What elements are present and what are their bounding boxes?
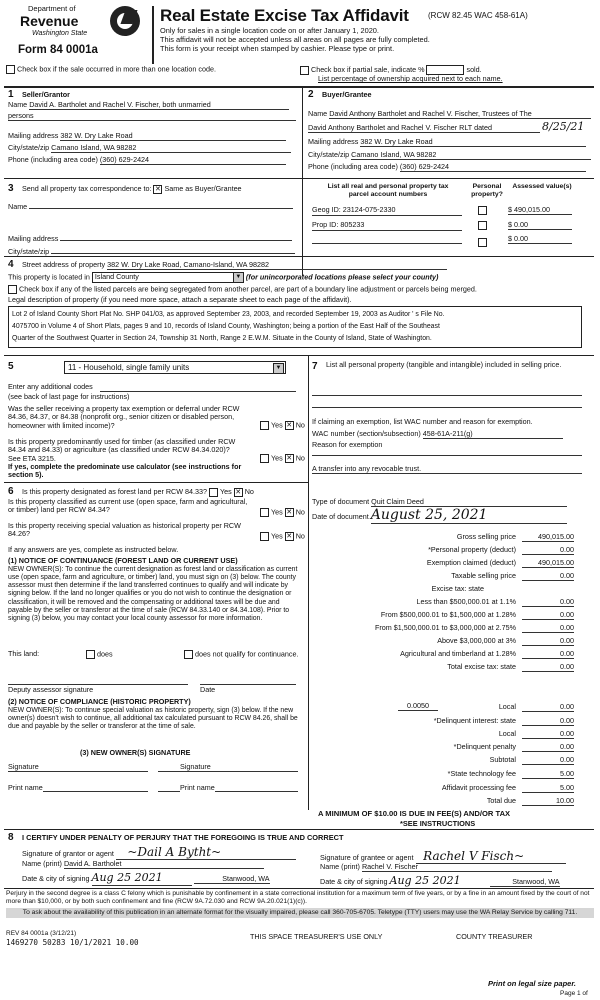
legal-line: Lot 2 of Island County Short Plat No. SHP 041/03, as approved September 23, 2003, and recorded September 19, 2003 as Auditor ' s File No. <box>12 311 445 318</box>
tax-row-label: Agricultural and timberland at 1.28% <box>400 649 516 658</box>
tax-row-value[interactable]: 0.00 <box>522 598 574 607</box>
document-type-row: Type of document Quit Claim Deed <box>312 498 567 507</box>
grantor-city-field[interactable]: Stanwood, WA <box>194 875 270 884</box>
does-not-qualify-checkbox[interactable] <box>184 650 193 659</box>
tax-row <box>312 585 574 597</box>
tax-row-label: *State technology fee <box>447 769 516 778</box>
print-name-label: Print name <box>8 783 43 792</box>
tax-row-value[interactable]: 5.00 <box>522 784 574 793</box>
tax-row-value[interactable]: 0.00 <box>522 743 574 752</box>
additional-codes-field[interactable] <box>100 383 296 392</box>
certify-heading: 8 I CERTIFY UNDER PENALTY OF PERJURY THAT THE FOREGOING IS TRUE AND CORRECT <box>8 832 344 843</box>
tax-row-label: Local <box>498 729 516 738</box>
wac-row: WAC number (section/subsection) 458-61A-211(g) <box>312 430 563 439</box>
form-citation: (RCW 82.45 WAC 458-61A) <box>428 11 528 20</box>
buyer-heading: 2 Buyer/Grantee <box>308 89 372 100</box>
buyer-city-field[interactable]: Camano Island, WA 98282 <box>351 151 591 160</box>
personal-property-checkbox[interactable] <box>478 238 487 247</box>
forest-no-checkbox[interactable] <box>234 488 243 497</box>
seller-heading: 1 Seller/Grantor <box>8 89 70 100</box>
grantor-name-row: Name (print) David A. Bartholet <box>22 860 264 869</box>
availability-notice: To ask about the availability of this publication in an alternate format for the visually impaired, please call 360-705-6705. Teletype (TTY) users may use the WA Relay Service by calling 711. <box>6 908 594 918</box>
washington-state: Washington State <box>32 30 88 37</box>
grantor-signature-row: Signature of grantor or agent ~Dail A Bytht~ <box>22 846 296 860</box>
personal-property-field[interactable] <box>312 394 582 396</box>
use-code-row: 5 11 - Household, single family units ▼ <box>8 361 286 374</box>
list-percentage-note: List percentage of ownership acquired next to each name. <box>318 74 503 83</box>
buyer-phone-field[interactable]: (360) 629-2424 <box>400 163 586 172</box>
chevron-down-icon: ▼ <box>273 363 284 374</box>
legal-line: Quarter of the Southwest Quarter in Section 24, Township 31 North, Range 2 E.W.M. Situate in the County of Island, State of Washington. <box>12 335 432 342</box>
seller-name-field[interactable]: David A. Bartholet and Rachel V. Fischer, both unmarried <box>29 101 289 110</box>
notice-line-3: This form is your receipt when stamped by cashier. Please type or print. <box>160 44 395 53</box>
seller-phone-row: Phone (including area code) (360) 629-2424 <box>8 156 286 165</box>
notice-line-1: Only for sales in a single location code on or after January 1, 2020. <box>160 26 379 35</box>
assessed-value-field[interactable]: $ 0.00 <box>508 221 572 230</box>
parcel-row-2 <box>312 221 592 231</box>
buyer-name-field[interactable]: David Anthony Bartholet and Rachel V. Fischer, Trustees of The <box>329 110 591 119</box>
dept-of: Department of <box>28 4 76 13</box>
personal-header: Personal property? <box>471 183 503 198</box>
tax-row <box>312 546 574 558</box>
tax-row <box>312 797 574 809</box>
seller-mailing-row: Mailing address 382 W. Dry Lake Road <box>8 132 286 141</box>
signature-label: Signature <box>180 762 211 771</box>
personal-property-field[interactable] <box>312 406 582 408</box>
sec3-city-row: City/state/zip <box>8 245 295 256</box>
buyer-name-field-2[interactable]: David Anthony Bartholet and Rachel V. Fischer RLT dated <box>308 124 540 133</box>
does-qualify-checkbox[interactable] <box>86 650 95 659</box>
parcel-id-field[interactable] <box>312 235 462 244</box>
forest-yes-checkbox[interactable] <box>209 488 218 497</box>
personal-property-checkbox[interactable] <box>478 221 487 230</box>
personal-property-heading: 7 List all personal property (tangible and intangible) included in selling price. <box>312 360 562 372</box>
revenue-wordmark: Revenue <box>20 13 79 29</box>
assessed-value-field[interactable]: $ 0.00 <box>508 235 572 244</box>
historic-question: Is this property receiving special valuation as historical property per RCW 84.26? Yes ✕ No <box>8 522 306 539</box>
tax-row-label: Gross selling price <box>456 532 516 541</box>
reason-line-blank[interactable] <box>312 454 582 456</box>
grantor-date-row: Date & city of signing Aug 25 2021 Stanwood, WA <box>22 871 270 884</box>
treasurer-use-label: THIS SPACE TREASURER'S USE ONLY <box>250 932 383 941</box>
tax-row-label: Total due <box>486 796 516 805</box>
tax-row-value[interactable]: 0.00 <box>522 650 574 659</box>
reason-label: Reason for exemption <box>312 440 383 449</box>
dor-logo <box>6 4 150 64</box>
reason-field[interactable]: A transfer into any revocable trust. <box>312 465 582 474</box>
tax-row <box>312 743 574 755</box>
document-date-row: Date of document August 25, 2021 <box>312 507 567 524</box>
tax-row <box>312 756 574 768</box>
use-code-select[interactable] <box>64 361 286 374</box>
legal-description-field[interactable] <box>8 306 582 348</box>
tax-row-label: Affidavit processing fee <box>441 783 516 792</box>
buyer-name-row-2 <box>308 121 592 134</box>
new-owner-signature-line[interactable] <box>158 770 298 772</box>
seller-mailing-field[interactable]: 382 W. Dry Lake Road <box>60 132 286 141</box>
segregated-row: Check box if any of the listed parcels are being segregated from another parcel, are part of a boundary line adjustment or parcels being merged. <box>8 285 477 294</box>
current-use-no-checkbox[interactable] <box>285 508 294 517</box>
seller-city-field[interactable]: Camano Island, WA 98282 <box>51 144 291 153</box>
same-as-buyer-checkbox[interactable] <box>153 185 162 194</box>
section-3-heading: 3 Send all property tax correspondence to: ✕ Same as Buyer/Grantee <box>8 183 242 195</box>
tax-row-label: Subtotal <box>489 755 516 764</box>
exemption-instructions: If claiming an exemption, list WAC number and reason for exemption. <box>312 417 533 426</box>
sec3-mailing-row: Mailing address <box>8 232 292 243</box>
tax-row-value[interactable]: 0.00 <box>522 611 574 620</box>
minimum-due-note: A MINIMUM OF $10.00 IS DUE IN FEE(S) AND/OR TAX <box>318 809 511 818</box>
notice-continuance-body: NEW OWNER(S): To continue the current designation as forest land or classification as current use (open space, farm and agriculture, or timber) land, you must sign on (3) below. The county assessor must then determine if the land transferred continues to qualify and will indicate by signing below. If the land no longer qualifies or you do not wish to continue the designation or classification, it will be removed and the compensating or additional taxes will be due and payable by the seller or transferor at the time of sale (RCW 84.33.140 or 84.34.108). Prior to signing (3) below, you may contact your local county assessor for more information. <box>8 566 298 622</box>
this-land-row: This land: does does not qualify for continuance. <box>8 649 299 659</box>
document-type-field[interactable]: Quit Claim Deed <box>371 498 567 507</box>
tax-row-value[interactable]: 0.00 <box>522 663 574 672</box>
tax-row <box>312 559 574 571</box>
tax-row <box>312 572 574 584</box>
trust-date: 8/25/21 <box>542 120 585 133</box>
chevron-down-icon: ▼ <box>233 273 243 282</box>
new-owner-signature-title: (3) NEW OWNER(S) SIGNATURE <box>80 748 191 757</box>
form-number: Form 84 0001a <box>18 44 98 56</box>
street-address-row: 4 Street address of property 382 W. Dry Lake Road, Camano-Island, WA 98282 <box>8 259 447 271</box>
parcel-header: List all real and personal property tax parcel account numbers <box>327 183 449 198</box>
sec3-mailing-field[interactable] <box>60 232 292 241</box>
grantee-name-row: Name (print) Rachel V. Fischer <box>320 863 552 872</box>
tax-row-value[interactable]: 5.00 <box>522 770 574 779</box>
tax-row <box>312 703 574 715</box>
exemption-question: Was the seller receiving a property tax exemption or deferral under RCW 84.36, 84.37, or 84.38 (nonprofit org., senior citizen or disabled person, homeowner with limited income)? Yes ✕ No <box>8 405 306 430</box>
grantee-name-field[interactable]: Rachel V. Fischer <box>362 863 552 872</box>
parcel-row-1 <box>312 206 592 216</box>
county-select-value: Island County <box>94 272 139 281</box>
deputy-date-label: Date <box>200 685 216 694</box>
legal-description-label: Legal description of property (if you need more space, attach a separate sheet to each page of the affidavit). <box>8 295 352 304</box>
buyer-city-row: City/state/zip Camano Island, WA 98282 <box>308 151 591 160</box>
tax-row-value[interactable]: 0.00 <box>522 624 574 633</box>
sec3-name-row: Name <box>8 200 293 211</box>
tax-row <box>312 637 574 649</box>
print-name-label: Print name <box>180 783 215 792</box>
tax-row <box>312 784 574 796</box>
current-use-question: Is this property classified as current use (open space, farm and agricultural, or timber) land per RCW 84.34? Yes ✕ No <box>8 498 306 515</box>
seller-city-row: City/state/zip Camano Island, WA 98282 <box>8 144 291 153</box>
tax-row-value[interactable]: 0.00 <box>522 637 574 646</box>
tax-row <box>312 717 574 729</box>
county-note: (for unincorporated locations please select your county) <box>245 272 439 282</box>
timber-yes-checkbox[interactable] <box>260 454 269 463</box>
forest-land-question: 6 Is this property designated as forest land per RCW 84.33? Yes ✕ No <box>8 486 306 498</box>
buyer-mailing-row: Mailing address 382 W. Dry Lake Road <box>308 138 586 147</box>
notice-compliance-body: NEW OWNER(S): To continue special valuation as historic property, sign (3) below. If the new owner(s) doesn't wish to continue, all additional tax calculated pursuant to RCW 84.26, shall be due and payable by the seller or transferor at the time of sale. <box>8 707 298 731</box>
historic-yes-checkbox[interactable] <box>260 532 269 541</box>
if-any-yes: If any answers are yes, complete as instructed below. <box>8 545 179 554</box>
tax-row-label: *Personal property (deduct) <box>428 545 516 554</box>
grantee-signature[interactable]: Rachel V Fisch~ <box>416 850 566 864</box>
grantor-date-field[interactable]: Aug 25 2021 <box>92 872 192 886</box>
tax-row-label: *Delinquent interest: state <box>433 716 516 725</box>
tax-row-label: From $500,000.01 to $1,500,000 at 1.28% <box>380 610 516 619</box>
grantor-signature[interactable]: ~Dail A Bytht~ <box>116 846 296 860</box>
grantee-date-row: Date & city of signing Aug 25 2021 Stanwood, WA <box>320 874 560 887</box>
notice-continuance-title: (1) NOTICE OF CONTINUANCE (FOREST LAND OR CURRENT USE) <box>8 556 238 565</box>
print-name-line[interactable] <box>158 790 298 792</box>
legal-line: 4075700 in Volume 4 of Short Plats, pages 9 and 10, records of Island County, Washington; being a portion of the East Half of the Southeast <box>12 323 440 330</box>
tax-row-label: Local <box>498 702 516 711</box>
signature-label: Signature <box>8 762 39 771</box>
print-legal-note: Print on legal size paper. <box>488 979 576 988</box>
additional-codes-label: Enter any additional codes <box>8 382 93 391</box>
segregated-checkbox[interactable] <box>8 285 17 294</box>
document-date-field[interactable]: August 25, 2021 <box>371 507 567 524</box>
tax-row-label: Above $3,000,000 at 3% <box>437 636 516 645</box>
treasurer-stamp: 1469270 50283 10/1/2021 10.00 <box>6 938 139 947</box>
partial-sale-checkbox[interactable] <box>300 66 309 75</box>
tax-row <box>312 663 574 675</box>
street-address-field[interactable]: 382 W. Dry Lake Road, Camano-Island, WA 98282 <box>107 261 447 270</box>
perjury-notice: Perjury in the second degree is a class C felony which is punishable by confinement in a state correctional institution for a maximum term of five years, or by a fine in an amount fixed by the court of not more than $10,000, or by both such confinement and fine (RCW 9A.72.030 and RCW 9A.20.021(1)(c)). <box>6 890 590 905</box>
tax-row-label: Taxable selling price <box>451 571 516 580</box>
tax-row-label: From $1,500,000.01 to $3,000,000 at 2.75% <box>374 623 516 632</box>
sold-label: sold. <box>466 64 482 74</box>
tax-row <box>312 533 574 545</box>
page-number: Page 1 of <box>560 990 588 997</box>
historic-no-checkbox[interactable] <box>285 532 294 541</box>
tax-row-value[interactable]: 490,015.00 <box>522 559 574 568</box>
buyer-name-row: Name David Anthony Bartholet and Rachel V. Fischer, Trustees of The <box>308 110 591 119</box>
parcel-id-field[interactable]: Geog ID: 23124-075-2330 <box>312 206 462 215</box>
wac-field[interactable]: 458-61A-211(g) <box>423 430 563 439</box>
seller-name-row: Name David A. Bartholet and Rachel V. Fischer, both unmarried <box>8 101 296 110</box>
county-row: This property is located in Island County ▼ (for unincorporated locations please select your county) <box>8 272 439 282</box>
multi-location-label: Check box if the sale occurred in more than one location code. <box>17 64 216 74</box>
notice-line-2: This affidavit will not be accepted unless all areas on all pages are fully completed. <box>160 35 430 44</box>
buyer-phone-row: Phone (including area code) (360) 629-2424 <box>308 163 586 172</box>
use-code-value: 11 - Household, single family units <box>68 363 190 372</box>
tax-row-value[interactable]: 490,015.00 <box>522 533 574 542</box>
grantee-date-field[interactable]: Aug 25 2021 <box>390 875 488 889</box>
see-instructions-note: *SEE INSTRUCTIONS <box>400 819 476 828</box>
revenue-logo-icon <box>110 6 140 36</box>
grantor-name-field[interactable]: David A. Bartholet <box>64 860 264 869</box>
multi-location-checkbox[interactable] <box>6 65 15 74</box>
sec3-name-field[interactable] <box>29 200 293 209</box>
tax-row-label: Exemption claimed (deduct) <box>426 558 516 567</box>
tax-row <box>312 611 574 623</box>
sec3-city-field[interactable] <box>51 245 295 254</box>
timber-no-checkbox[interactable] <box>285 454 294 463</box>
see-back-note: (see back of last page for instructions) <box>8 392 130 401</box>
tax-row-label: *Delinquent penalty <box>453 742 516 751</box>
tax-row-value[interactable]: 0.00 <box>522 756 574 765</box>
parcel-row-3 <box>312 235 592 247</box>
tax-row-label: Less than $500,000.01 at 1.1% <box>416 597 516 606</box>
tax-row <box>312 770 574 782</box>
tax-row-value[interactable]: 10.00 <box>522 797 574 806</box>
seller-phone-field[interactable]: (360) 629-2424 <box>100 156 286 165</box>
county-select[interactable] <box>92 272 244 283</box>
buyer-mailing-field[interactable]: 382 W. Dry Lake Road <box>360 138 586 147</box>
assessed-value-field[interactable]: $ 490,015.00 <box>508 206 572 215</box>
personal-property-checkbox[interactable] <box>478 206 487 215</box>
current-use-yes-checkbox[interactable] <box>260 508 269 517</box>
local-rate: 0.0050 <box>398 702 438 711</box>
exemption-no-checkbox[interactable] <box>285 421 294 430</box>
seller-name-field-2[interactable]: persons <box>8 112 296 121</box>
county-treasurer-label: COUNTY TREASURER <box>456 932 533 941</box>
notice-compliance-title: (2) NOTICE OF COMPLIANCE (HISTORIC PROPERTY) <box>8 697 191 706</box>
assessed-header: Assessed value(s) <box>512 183 572 190</box>
timber-question: Is this property predominantly used for timber (as classified under RCW 84.34 and 84.33) or agriculture (as classified under RCW 84.34.020)? See ETA 3215. Yes ✕ No If yes, complete the predominate use calculator (see instructions for section 5). <box>8 438 306 479</box>
grantee-city-field[interactable]: Stanwood, WA <box>490 878 560 887</box>
tax-row-value[interactable]: 0.00 <box>522 703 574 712</box>
tax-row-value[interactable]: 0.00 <box>522 572 574 581</box>
multi-location-checkbox-row <box>6 65 216 74</box>
tax-row-value[interactable]: 0.00 <box>522 717 574 726</box>
tax-row-label: Excise tax: state <box>431 584 484 593</box>
partial-sale-label: Check box if partial sale, indicate % <box>311 64 425 74</box>
revision-label: REV 84 0001a (3/12/21) <box>6 930 77 937</box>
deputy-signature-label: Deputy assessor signature <box>8 685 94 694</box>
grantee-signature-row: Signature of grantee or agent Rachel V Fisch~ <box>320 850 566 864</box>
tax-row-value[interactable]: 0.00 <box>522 546 574 555</box>
tax-row <box>312 650 574 662</box>
tax-row <box>312 598 574 610</box>
tax-row <box>312 624 574 636</box>
exemption-yes-checkbox[interactable] <box>260 421 269 430</box>
tax-row-label: Total excise tax: state <box>447 662 516 671</box>
tax-row <box>312 730 574 742</box>
form-title: Real Estate Excise Tax Affidavit <box>160 6 409 25</box>
parcel-id-field[interactable]: Prop ID: 805233 <box>312 221 462 230</box>
tax-row-value[interactable]: 0.00 <box>522 730 574 739</box>
